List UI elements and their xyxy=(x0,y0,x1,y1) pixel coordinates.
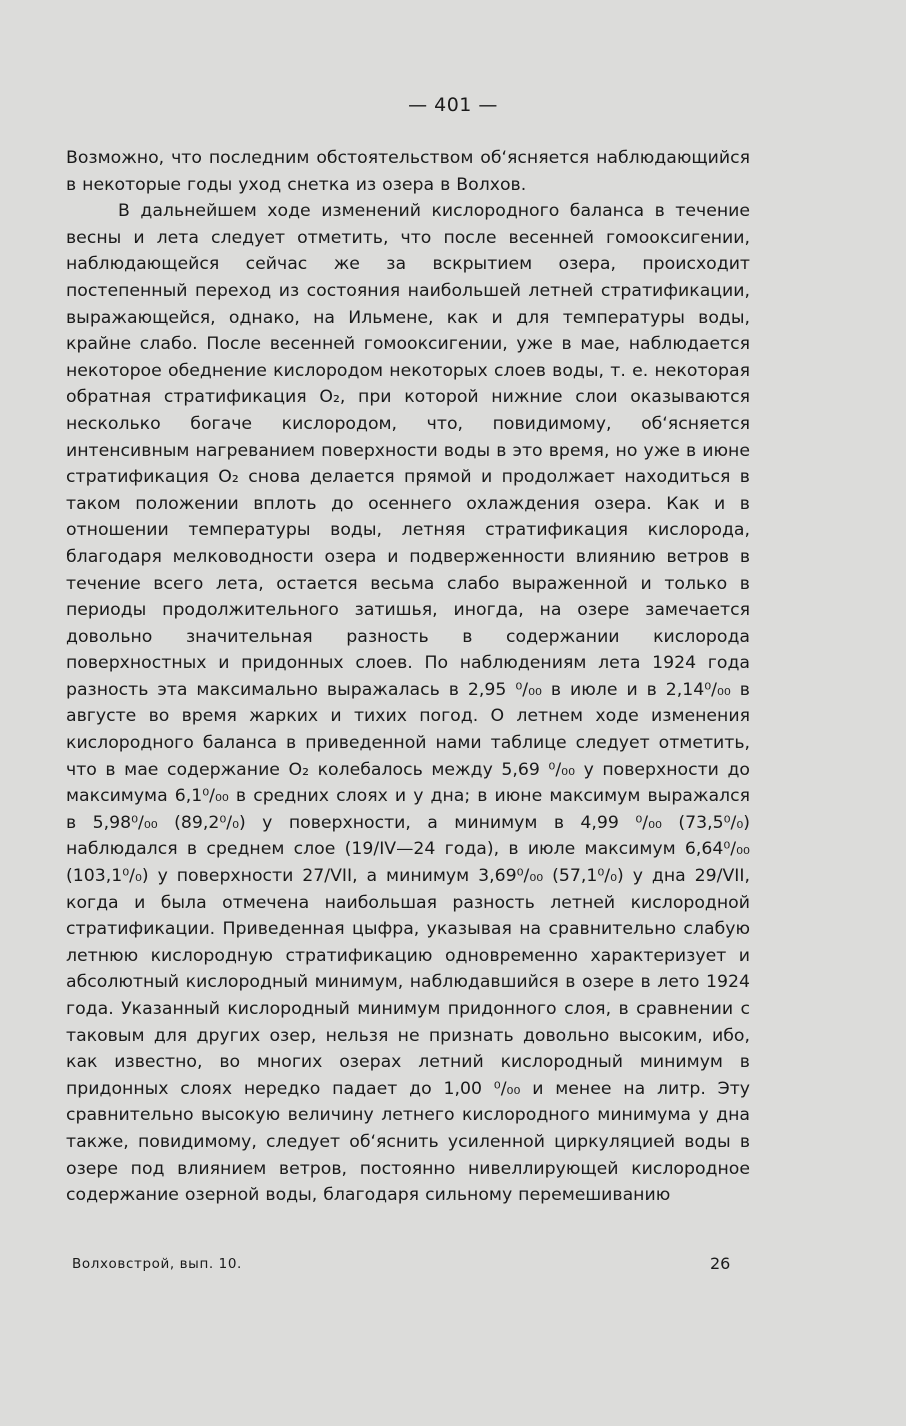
page-number-header: — 401 — xyxy=(408,94,498,116)
main-text xyxy=(66,145,750,1209)
paragraph-1: Возможно, что последним обстоятельством об‘ясняется наблюдающийся в некоторые годы уход снетка из озера в Волхов. xyxy=(66,148,750,195)
paragraph-2: В дальнейшем ходе изменений кислородного баланса в течение весны и лета следует отметить, что после весенней гомооксигении, наблюдающейся сейчас же за вскрытием озера, происходит постепенный переход из состояния наибольшей летней стратификации, выражающейся, однако, на Ильмене, как и для температуры воды, крайне слабо. После весенней гомооксигении, уже в мае, наблюдается некоторое обеднение кислородом некоторых слоев воды, т. е. некоторая обратная стратификация O₂, при которой нижние слои оказываются несколько богаче кислородом, что, повидимому, об‘ясняется интенсивным нагреванием поверхности воды в это время, но уже в июне стратификация O₂ снова делается прямой и продолжает находиться в таком положении вплоть до осеннего охлаждения озера. Как и в отношении температуры воды, летняя стратификация кислорода, благодаря мелководности озера и подверженности влиянию ветров в течение всего лета, остается весьма слабо выраженной и только в периоды продолжительного затишья, иногда, на озере замечается довольно значительная разность в содержании кислорода поверхностных и придонных слоев. По наблюдениям лета 1924 года разность эта максимально выражалась в 2,95 ⁰/₀₀ в июле и в 2,14⁰/₀₀ в августе во время жарких и тихих погод. О летнем ходе изменения кислородного баланса в приведенной нами таблице следует отметить, что в мае содержание O₂ колебалось между 5,69 ⁰/₀₀ у поверхности до максимума 6,1⁰/₀₀ в средних слоях и у дна; в июне максимум выражался в 5,98⁰/₀₀ (89,2⁰/₀) у поверхности, а минимум в 4,99 ⁰/₀₀ (73,5⁰/₀) наблюдался в среднем слое (19/IV—24 года), в июле максимум 6,64⁰/₀₀ (103,1⁰/₀) у поверхности 27/VII, а минимум 3,69⁰/₀₀ (57,1⁰/₀) у дна 29/VII, когда и была отмечена наибольшая разность летней кислородной стратификации. Приведенная цыфра, указывая на сравнительно слабую летнюю кислородную стратификацию одновременно характеризует и абсолютный кислородный минимум, наблюдавшийся в озере в лето 1924 года. Указанный кислородный минимум придонного слоя, в сравнении с таковым для других озер, нельзя не признать довольно высоким, ибо, как известно, во многих озерах летний кислородный минимум в придонных слоях нередко падает до 1,00 ⁰/₀₀ и менее на литр. Эту сравнительно высокую величину летнего кислородного минимума у дна также, повидимому, следует об‘яснить усиленной циркуляцией воды в озере под влиянием ветров, постоянно нивеллирующей кислородное содержание озерной воды, благодаря сильному перемешиванию xyxy=(66,201,750,1206)
footer-publication: Волховстрой, вып. 10. xyxy=(72,1256,242,1272)
footer-signature-number: 26 xyxy=(710,1254,731,1273)
